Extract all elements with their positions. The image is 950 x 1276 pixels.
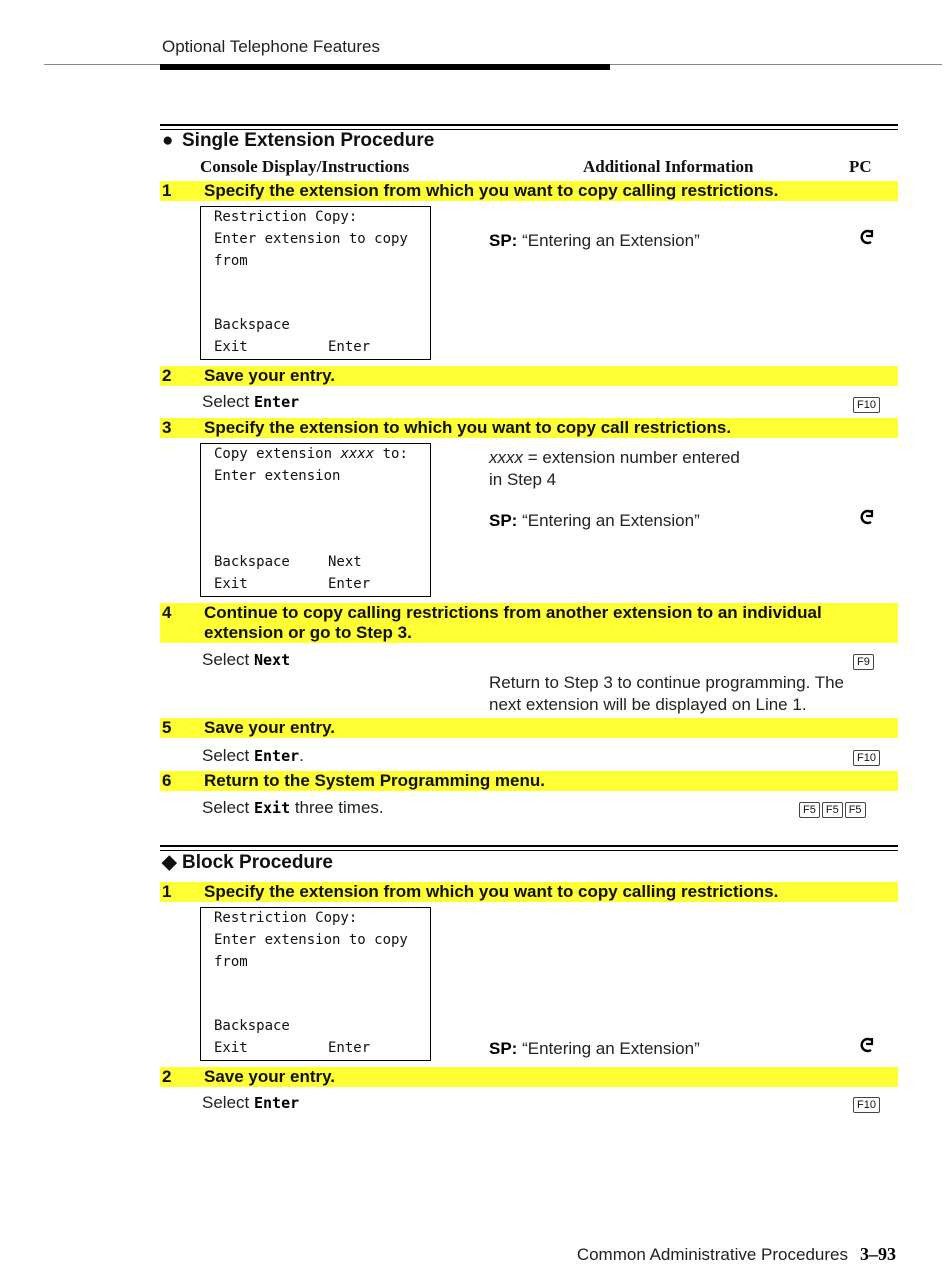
- xxxx-note: xxxx = extension number entered in Step 4: [489, 448, 740, 489]
- fkey-group: [851, 748, 880, 766]
- column-header-info: Additional Information: [583, 157, 754, 176]
- step-3-banner: 3 Specify the extension to which you want to copy call restrictions.: [160, 418, 898, 438]
- bullet-diamond-icon: ◆: [162, 852, 177, 873]
- enter-command[interactable]: Enter: [253, 747, 300, 765]
- fkey-group: [851, 1095, 880, 1113]
- f5-key-icon[interactable]: F5: [822, 802, 843, 818]
- block-step-2-banner: 2 Save your entry.: [160, 1067, 898, 1087]
- step-4-banner: 4 Continue to copy calling restrictions from another extension to an individual extension or go to Step 3.: [160, 603, 898, 643]
- f9-key-icon[interactable]: F9: [853, 654, 874, 670]
- f10-key-icon[interactable]: F10: [853, 750, 880, 766]
- step-2-banner: 2 Save your entry.: [160, 366, 898, 386]
- step-5-banner: 5 Save your entry.: [160, 718, 898, 738]
- exit-softkey[interactable]: Exit: [214, 339, 248, 355]
- f5-key-icon[interactable]: F5: [845, 802, 866, 818]
- section-rule: [160, 124, 898, 126]
- section-title-block: ◆ Block Procedure: [162, 852, 333, 873]
- return-arrow-icon: [857, 508, 875, 530]
- exit-command[interactable]: Exit: [253, 799, 291, 817]
- fkey-group: [797, 800, 866, 818]
- console-screen-3: Restriction Copy: Enter extension to copy from Backspace Exit Enter: [200, 907, 431, 1061]
- bullet-circle-icon: ●: [162, 130, 174, 151]
- f10-key-icon[interactable]: F10: [853, 1097, 880, 1113]
- return-note: Return to Step 3 to continue programming. The next extension will be displayed on Line 1.: [489, 673, 844, 714]
- exit-softkey[interactable]: Exit: [214, 576, 248, 592]
- section-rule: [160, 845, 898, 847]
- sp-reference: SP: “Entering an Extension”: [489, 231, 700, 250]
- select-instruction: Select Exit three times.: [202, 798, 384, 817]
- page-footer: [577, 1244, 896, 1265]
- header-bar: [160, 64, 610, 70]
- sp-reference: SP: “Entering an Extension”: [489, 1039, 700, 1058]
- enter-command[interactable]: Enter: [253, 1094, 300, 1112]
- column-header-console: Console Display/Instructions: [200, 157, 410, 176]
- select-instruction: Select Enter: [202, 1093, 300, 1112]
- next-command[interactable]: Next: [253, 651, 291, 669]
- enter-softkey[interactable]: Enter: [328, 339, 371, 355]
- return-arrow-icon: [857, 228, 875, 250]
- f10-key-icon[interactable]: F10: [853, 397, 880, 413]
- backspace-softkey[interactable]: Backspace: [214, 554, 290, 570]
- backspace-softkey[interactable]: Backspace: [214, 1018, 290, 1034]
- select-instruction: Select Next: [202, 650, 291, 669]
- step-1-banner: 1 Specify the extension from which you want to copy calling restrictions.: [160, 181, 898, 201]
- exit-softkey[interactable]: Exit: [214, 1040, 248, 1056]
- enter-softkey[interactable]: Enter: [328, 576, 371, 592]
- next-softkey[interactable]: Next: [328, 554, 362, 570]
- running-header: Optional Telephone Features: [162, 37, 381, 56]
- block-step-1-banner: 1 Specify the extension from which you want to copy calling restrictions.: [160, 882, 898, 902]
- return-arrow-icon: [857, 1036, 875, 1058]
- enter-softkey[interactable]: Enter: [328, 1040, 371, 1056]
- column-header-pc: PC: [849, 157, 872, 176]
- fkey-group: [851, 395, 880, 413]
- f5-key-icon[interactable]: F5: [799, 802, 820, 818]
- page-number: 3–93: [860, 1244, 896, 1264]
- select-instruction: Select Enter.: [202, 746, 304, 765]
- section-title-single: ● Single Extension Procedure: [162, 130, 435, 151]
- footer-chapter: Common Administrative Procedures: [576, 1245, 848, 1264]
- backspace-softkey[interactable]: Backspace: [214, 317, 290, 333]
- fkey-group: [851, 652, 874, 670]
- console-screen-1: Restriction Copy: Enter extension to copy from Backspace Exit Enter: [200, 206, 431, 360]
- sp-reference: SP: “Entering an Extension”: [489, 511, 700, 530]
- console-screen-2: Copy extension xxxx to: Enter extension Backspace Next Exit Enter: [200, 443, 431, 597]
- enter-command[interactable]: Enter: [253, 393, 300, 411]
- select-instruction: Select Enter: [202, 392, 300, 411]
- step-6-banner: 6 Return to the System Programming menu.: [160, 771, 898, 791]
